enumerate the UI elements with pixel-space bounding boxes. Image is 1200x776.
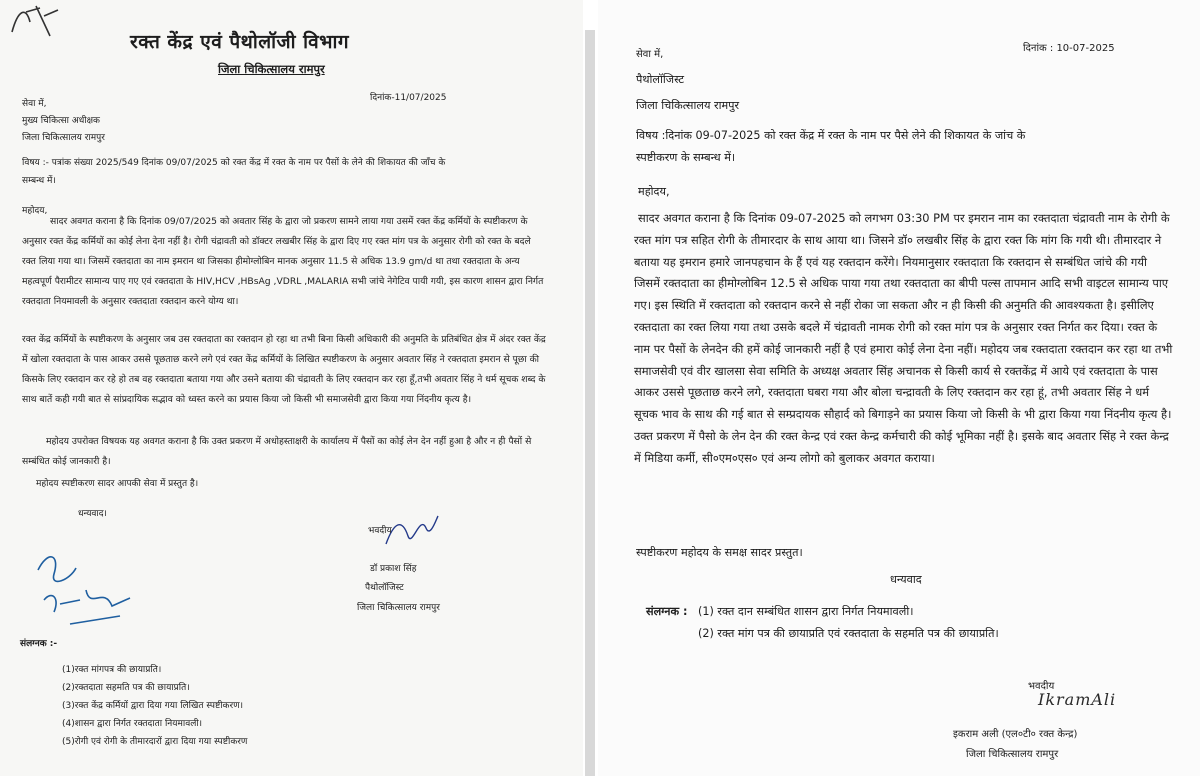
- enclosure-item: (3)रक्त केंद्र कर्मियों द्वारा दिया गया लिखित स्पष्टीकरण।: [62, 701, 244, 711]
- sender-name: डॉ प्रकाश सिंह: [370, 564, 417, 574]
- page-divider: [585, 30, 595, 776]
- letter-date: दिनांक : 10-07-2025: [1023, 43, 1115, 54]
- subject-line-2: सम्बन्ध में।: [22, 176, 56, 186]
- letter-date: दिनांक-11/07/2025: [370, 93, 447, 103]
- subject-line-1: विषय :- पत्रांक संख्या 2025/549 दिनांक 09/07/2025 को रक्त केंद्र में रक्त के नाम पर पैसों के लेने की शिकायत की जाँच के: [22, 158, 446, 168]
- salutation: महोदय,: [22, 206, 48, 216]
- body-paragraph: सादर अवगत कराना है कि दिनांक 09-07-2025 को लगभग 03:30 PM पर इमरान नाम का रक्तदाता चंद्रावती नाम के रोगी के रक्त मांग पत्र सहित रोगी के तीमारदार के साथ आया था। जिसने डॉ० लखबीर सिंह के द्वारा रक्त कि मांग कि गयी थी। तीमारदार ने बताया यह इमरान हमारे जानपहचान के हैं एवं यह रक्तदान करेंगे। नियमानुसार रक्तदाता कि रक्तदान से सम्बंधित जांचे की गयी जिसमें रक्तदाता का हीमोग्लोबिन 12.5 से अधिक पाया गया तथा रक्तदाता का बीपी पल्स तापमान आदि सभी वाइटल सामान्य पाए गए। इस स्थिति में रक्तदाता को रक्तदान करने से नहीं रोका जा सकता और न ही किसी की अनुमति की आवश्यकता है। इसीलिए रक्तदाता का रक्त लिया गया तथा उसके बदले में चंद्रावती नामक रोगी को रक्त मांग पत्र के अनुसार रक्त निर्गत कर दिया। रक्त के नाम पर पैसों के लेनदेन की हमें कोई जानकारी नहीं है एवं हमारा कोई लेना देना नहीं। महोदय जब रक्तदाता रक्तदान कर रहा था तभी समाजसेवी एवं वीर खालसा सेवा समिति के अध्यक्ष अवतार सिंह अचानक से किसी कार्य से रक्तकेंद्र में आये एवं रक्तदाता के पास आकर उससे पूछताछ करने लगे, रक्तदाता घबरा गया और बोला चन्द्रावती के लिए रक्तदान कर रहा हूं, तभी अवतार सिंह ने धर्म सूचक भाव के साथ की गई बात से सम्प्रदायक सौहार्द को बिगाड़ने का प्रयास किया जो किसी के भी द्वारा किया गया निंदनीय कृत्य है। उक्त प्रकरण में पैसो के लेन देन की रक्त केन्द्र एवं रक्त केन्द्र कर्मचारी की कोई भूमिका नहीं है। इसके बाद अवतार सिंह ने रक्त केन्द्र में मिडिया कर्मी, सी०एम०एस० एवं अन्य लोगो को बुलाकर अवगत कराया।: [634, 211, 1173, 465]
- body-paragraph-2: रक्त केंद्र कर्मियों के स्पष्टीकरण के अनुसार जब उस रक्तदाता का रक्तदान हो रहा था तभी बिना किसी अधिकारी की अनुमति के प्रतिबंधित क्षेत्र में अंदर रक्त केंद्र में खोला रक्तदाता के पास आकर उससे पूछताछ करने लगे एवं रक्त केंद्र कर्मियों के लिखित स्पष्टीकरण के अनुसार अवतार सिंह ने रक्तदाता इमरान से पूछा की किसके लिए रक्तदान कर रहे हो तब वह रक्तदाता बताया गया और उसने बताया की चंद्रावती के लिए रक्तदान कर रहा हूँ,तभी अवतार सिंह ने धर्म सूचक शब्द के साथ बातें कही गयी बात से सांप्रदायिक सद्भाव को ध्वस्त करने का प्रयास किया जो किसी भी समाजसेवी द्वारा किया गया निंदनीय कृत्य है।: [22, 334, 546, 405]
- to-line-2: मुख्य चिकित्सा अधीक्षक: [22, 116, 100, 126]
- enclosure-item: (1)रक्त मांगपत्र की छायाप्रति।: [62, 665, 162, 675]
- enclosure-item: (5)रोगी एवं रोगी के तीमारदारों द्वारा दिया गया स्पष्टीकरण: [62, 737, 248, 747]
- body-paragraph-3: महोदय उपरोक्त विषयक यह अवगत कराना है कि उक्त प्रकरण में अधोहस्ताक्षरी के कार्यालय में पैसों का कोई लेन देन नहीं हुआ है और न ही पैसों से सम्बंधित कोई जानकारी है।: [22, 436, 532, 467]
- subject-line-2: स्पष्टीकरण के सम्बन्ध में।: [636, 151, 736, 164]
- thanks: धन्यवाद: [890, 573, 922, 586]
- left-document-page: [0, 0, 583, 776]
- to-line-3: जिला चिकित्सालय रामपुर: [22, 133, 105, 143]
- salutation: महोदय,: [638, 185, 670, 198]
- enclosure-item: (1) रक्त दान सम्बंधित शासन द्वारा निर्गत नियमावली।: [698, 605, 914, 618]
- department-header: रक्त केंद्र एवं पैथोलॉजी विभाग: [130, 31, 350, 53]
- sender-office: जिला चिकित्सालय रामपुर: [966, 749, 1059, 760]
- to-line-1: सेवा में,: [22, 99, 47, 109]
- enclosure-item: (2)रक्तदाता सहमति पत्र की छायाप्रति।: [62, 683, 190, 693]
- enclosure-item: (4)शासन द्वारा निर्गत रक्तदाता नियमावली।: [62, 719, 203, 729]
- enclosure-item: (2) रक्त मांग पत्र की छायाप्रति एवं रक्तदाता के सहमति पत्र की छायाप्रति।: [698, 627, 999, 640]
- hospital-subheader: जिला चिकित्सालय रामपुर: [218, 62, 325, 76]
- to-label: सेवा में,: [636, 49, 664, 60]
- sender-line-1: भवदीय: [1028, 681, 1055, 692]
- sender-office: जिला चिकित्सालय रामपुर: [357, 603, 440, 613]
- right-document-page: [598, 0, 1200, 776]
- sender-designation: पैथोलॉजिस्ट: [365, 583, 404, 593]
- body-paragraph-1: सादर अवगत कराना है कि दिनांक 09/07/2025 को अवतार सिंह के द्वारा जो प्रकरण सामने लाया गया उसमें रक्त केंद्र कर्मियों के स्पष्टीकरण के अनुसार रक्त केंद्र कर्मियों का कोई लेना देना नहीं है। रोगी चंद्रावती को डॉक्टर लखबीर सिंह के द्वारा दिए गए रक्त मांग पत्र के अनुसार रोगी को रक्त के बदले रक्त लिया गया था। जिसमें रक्तदाता का नाम इमरान था जिसका हीमोग्लोबिन मानक अनुसार 11.5 से अधिक 13.9 gm/d था तथा रक्तदाता के अन्य महत्वपूर्ण पैरामीटर सामान्य पाए गए एवं रक्तदाता के HIV,HCV ,HBsAg ,VDRL ,MALARIA सभी जांचे नेगेटिव पायी गयी, इस कारण शासन द्वारा निर्गत रक्तदाता नियमावली के अनुसार रक्तदाता रक्तदान करने योग्य था।: [22, 216, 544, 307]
- corner-scribble: [6, 2, 62, 42]
- enclosure-label: संलग्नक :-: [20, 639, 58, 649]
- to-line-1: पैथोलॉजिस्ट: [636, 73, 685, 86]
- subject-line-1: विषय :दिनांक 09-07-2025 को रक्त केंद्र में रक्त के नाम पर पैसे लेने की शिकायत के जांच के: [636, 129, 1026, 142]
- closing-line: स्पष्टीकरण महोदय के समक्ष सादर प्रस्तुत।: [636, 546, 803, 559]
- sender-line-1: भवदीय: [368, 526, 392, 536]
- enclosure-label: संलग्नक :: [646, 605, 688, 618]
- body-closing: महोदय स्पष्टीकरण सादर आपकी सेवा में प्रस्तुत है।: [36, 479, 199, 489]
- forwarding-signature: [30, 540, 140, 635]
- sender-name: इकराम अली (एल०टी० रक्त केन्द्र): [953, 729, 1078, 740]
- thanks: धन्यवाद।: [78, 509, 107, 519]
- to-line-2: जिला चिकित्सालय रामपुर: [636, 99, 740, 112]
- lt-signature: IkramAli: [1038, 690, 1117, 709]
